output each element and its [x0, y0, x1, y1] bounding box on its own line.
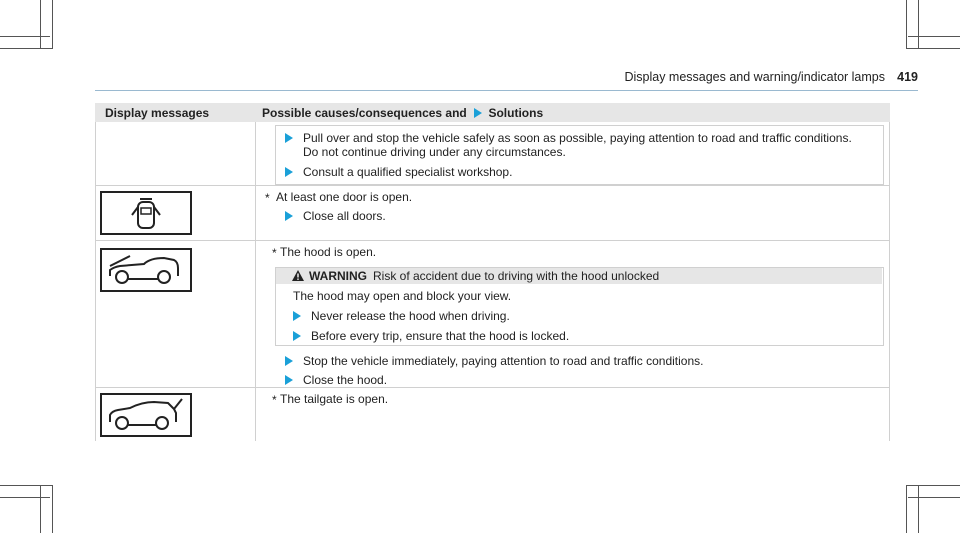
arrow-icon — [285, 375, 293, 385]
list-item: Close the hood. — [303, 373, 388, 387]
arrow-icon — [285, 356, 293, 366]
footnote-asterisk: * — [272, 393, 277, 407]
table-border-right — [889, 122, 890, 441]
warning-triangle-icon — [291, 269, 305, 282]
list-item: Pull over and stop the vehicle safely as soon as possible, paying attention to road and traffic conditions. — [303, 131, 852, 145]
column-divider — [255, 122, 256, 441]
crop-mark — [906, 0, 907, 48]
row-divider — [95, 387, 890, 388]
crop-mark — [918, 0, 919, 48]
crop-mark — [52, 485, 53, 533]
table-header — [95, 103, 890, 122]
arrow-icon — [285, 133, 293, 143]
list-item: Close all doors. — [303, 209, 386, 223]
col-header-causes — [262, 106, 543, 120]
crop-mark — [0, 36, 50, 37]
arrow-icon — [285, 167, 293, 177]
hood-open-icon — [100, 248, 192, 292]
crop-mark — [918, 485, 919, 533]
row-divider — [95, 185, 890, 186]
arrow-icon — [293, 311, 301, 321]
warning-body: The hood may open and block your view. — [293, 289, 512, 303]
section-title: Display messages and warning/indicator lamps — [624, 70, 885, 84]
warning-title: Risk of accident due to driving with the hood unlocked — [373, 269, 660, 283]
col-header-display-messages: Display messages — [105, 106, 210, 120]
crop-mark — [908, 36, 960, 37]
list-item: Stop the vehicle immediately, paying attention to road and traffic conditions. — [303, 354, 704, 368]
door-open-icon — [100, 191, 192, 235]
list-item: Before every trip, ensure that the hood is locked. — [311, 329, 570, 343]
arrow-icon — [285, 211, 293, 221]
col-header-solutions: Solutions — [488, 106, 544, 120]
crop-mark — [0, 485, 53, 486]
arrow-icon — [474, 108, 482, 118]
header-rule — [95, 90, 918, 91]
warning-label: WARNING — [309, 269, 367, 283]
tailgate-open-icon — [100, 393, 192, 437]
crop-mark — [906, 48, 960, 49]
list-item: Never release the hood when driving. — [311, 309, 510, 323]
page-number: 419 — [897, 70, 918, 84]
cause-text: The tailgate is open. — [280, 392, 389, 406]
display-messages-table — [95, 103, 890, 441]
col-header-causes-text: Possible causes/consequences and — [262, 106, 467, 120]
list-item: Consult a qualified specialist workshop. — [303, 165, 513, 179]
arrow-icon — [293, 331, 301, 341]
crop-mark — [908, 497, 960, 498]
footnote-asterisk: * — [272, 246, 277, 260]
crop-mark — [52, 0, 53, 48]
cause-text: The hood is open. — [280, 245, 377, 259]
crop-mark — [40, 0, 41, 48]
table-border-left — [95, 122, 96, 441]
crop-mark — [40, 485, 41, 533]
crop-mark — [0, 497, 50, 498]
crop-mark — [0, 48, 53, 49]
crop-mark — [906, 485, 960, 486]
footnote-asterisk: * — [265, 191, 270, 205]
crop-mark — [906, 485, 907, 533]
list-item: Do not continue driving under any circumstances. — [303, 145, 566, 159]
cause-text: At least one door is open. — [276, 190, 413, 204]
row-divider — [95, 240, 890, 241]
